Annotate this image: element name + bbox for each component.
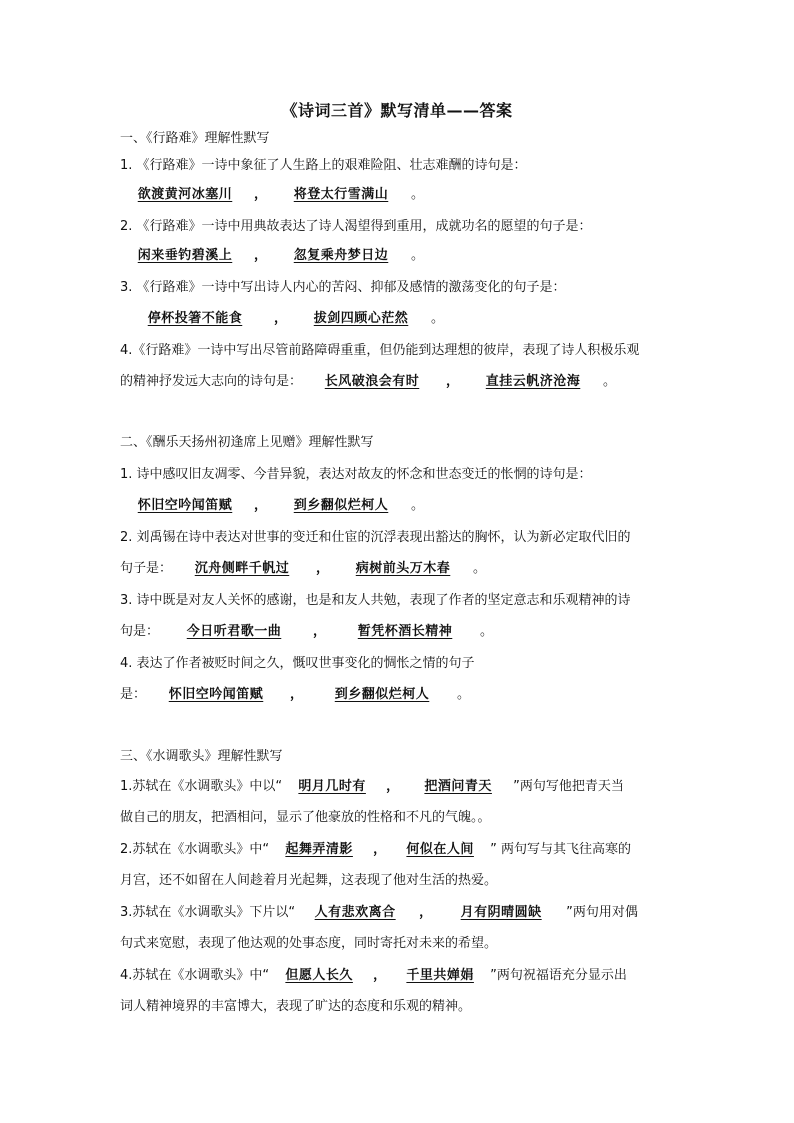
section-3-heading: 三、《水调歌头》理解性默写 (120, 749, 283, 764)
answer-blank: 长风破浪会有时 (324, 374, 420, 389)
s2-q4-text: 4. 表达了作者被贬时间之久，慨叹世事变化的惆怅之情的句子 (120, 656, 475, 671)
section-1-heading: 一、《行路难》理解性默写 (120, 131, 270, 146)
s2-q2-text: 2. 刘禹锡在诗中表达对世事的变迁和仕宦的沉浮表现出豁达的胸怀，认为新必定取代旧的 (120, 530, 631, 545)
s2-q3-text: 3. 诗中既是对友人关怀的感谢，也是和友人共勉，表现了作者的坚定意志和乐观精神的诗 (120, 593, 631, 608)
answer-blank: 到乡翻似烂柯人 (334, 687, 430, 702)
s1-q2-answer: 闲来垂钓碧溪上 ， 忽复乘舟梦日边 。 (120, 245, 424, 267)
s2-q1-text: 1. 诗中感叹旧友凋零、今昔异貌，表达对故友的怀念和世态变迁的怅惘的诗句是： (120, 467, 592, 482)
answer-blank: 拔剑四顾心茫然 (313, 311, 409, 326)
s1-q1-text: 1. 《行路难》一诗中象征了人生路上的艰难险阻、壮志难酬的诗句是： (120, 158, 527, 173)
answer-blank: 千里共婵娟 (406, 968, 474, 983)
answer-blank: 月有阴晴圆缺 (460, 905, 542, 920)
page-title: 《诗词三首》默写清单——答案 (281, 101, 513, 120)
section-2-heading: 二、《酬乐天扬州初逢席上见赠》理解性默写 (120, 435, 374, 450)
answer-blank: 怀旧空吟闻笛赋 (137, 498, 233, 513)
answer-blank: 欲渡黄河冰塞川 (137, 187, 233, 202)
answer-blank: 怀旧空吟闻笛赋 (168, 687, 264, 702)
answer-blank: 闲来垂钓碧溪上 (137, 248, 233, 263)
s3-q4-cont: 词人精神境界的丰富博大，表现了旷达的态度和乐观的精神。 (120, 999, 472, 1014)
answer-blank: 把酒问青天 (424, 779, 492, 794)
s1-q4-answer: 的精神抒发远大志向的诗句是： 长风破浪会有时 ， 直挂云帆济沧海 。 (120, 371, 616, 393)
answer-blank: 停杯投箸不能食 (147, 311, 243, 326)
s3-q1-text: 1.苏轼在《水调歌头》中以“ 明月几时有 ， 把酒问青天 ”两句写他把青天当 (120, 776, 624, 798)
s2-q4-answer: 是： 怀旧空吟闻笛赋 ， 到乡翻似烂柯人 。 (120, 684, 470, 706)
answer-blank: 但愿人长久 (285, 968, 353, 983)
s2-q1-answer: 怀旧空吟闻笛赋 ， 到乡翻似烂柯人 。 (120, 495, 424, 517)
s1-q1-answer: 欲渡黄河冰塞川 ， 将登太行雪满山 。 (120, 184, 424, 206)
answer-blank: 何似在人间 (406, 842, 474, 857)
answer-blank: 到乡翻似烂柯人 (293, 498, 389, 513)
s3-q2-cont: 月宫，还不如留在人间趁着月光起舞，这表现了他对生活的热爱。 (120, 873, 498, 888)
s3-q3-text: 3.苏轼在《水调歌头》下片以“ 人有悲欢离合 ， 月有阴晴圆缺 ”两句用对偶 (120, 902, 638, 924)
s1-q3-answer: 停杯投箸不能食 ， 拔剑四顾心茫然 。 (120, 308, 444, 330)
s3-q1-cont: 做自己的朋友，把酒相问，显示了他豪放的性格和不凡的气魄。。 (120, 810, 491, 825)
answer-blank: 今日听君歌一曲 (186, 624, 282, 639)
s3-q4-text: 4.苏轼在《水调歌头》中“ 但愿人长久 ， 千里共婵娟 ”两句祝福语充分显示出 (120, 965, 627, 987)
s3-q2-text: 2.苏轼在《水调歌头》中“ 起舞弄清影 ， 何似在人间 ” 两句写与其飞往高寒的 (120, 839, 631, 861)
s2-q3-answer: 句是： 今日听君歌一曲 ， 暂凭杯酒长精神 。 (120, 621, 493, 643)
answer-blank: 明月几时有 (298, 779, 366, 794)
s1-q3-text: 3. 《行路难》一诗中写出诗人内心的苦闷、抑郁及感情的激荡变化的句子是： (120, 280, 566, 295)
answer-blank: 起舞弄清影 (285, 842, 353, 857)
answer-blank: 人有悲欢离合 (314, 905, 396, 920)
answer-blank: 忽复乘舟梦日边 (293, 248, 389, 263)
answer-blank: 沉舟侧畔千帆过 (194, 561, 290, 576)
answer-blank: 病树前头万木春 (355, 561, 451, 576)
answer-blank: 暂凭杯酒长精神 (357, 624, 453, 639)
s1-q4-text: 4.《行路难》一诗中写出尽管前路障碍重重，但仍能到达理想的彼岸，表现了诗人积极乐观 (120, 343, 640, 358)
s3-q3-cont: 句式来宽慰，表现了他达观的处事态度，同时寄托对未来的希望。 (120, 936, 498, 951)
s2-q2-answer: 句子是： 沉舟侧畔千帆过 ， 病树前头万木春 。 (120, 558, 486, 580)
answer-blank: 直挂云帆济沧海 (485, 374, 581, 389)
s1-q2-text: 2. 《行路难》一诗中用典故表达了诗人渴望得到重用，成就功名的愿望的句子是： (120, 219, 592, 234)
answer-blank: 将登太行雪满山 (293, 187, 389, 202)
